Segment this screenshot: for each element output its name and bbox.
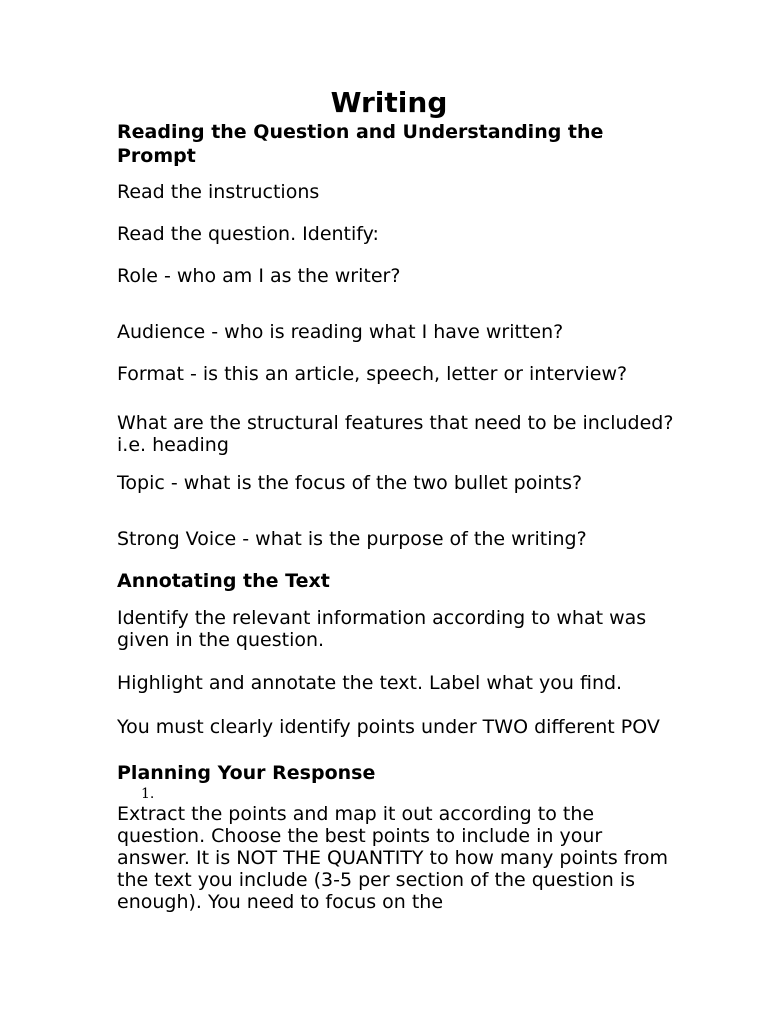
paragraph-role: Role - who am I as the writer? — [117, 265, 401, 287]
paragraph-highlight-annotate: Highlight and annotate the text. Label what you find. — [117, 672, 623, 694]
section-heading-planning: Planning Your Response — [117, 762, 376, 784]
paragraph-strong-voice: Strong Voice - what is the purpose of the writing? — [117, 528, 587, 550]
paragraph-extract-points: Extract the points and map it out according to the question. Choose the best points to include in your answer. It is NOT THE QUANTITY to how many points from the text you include (3-5 per section of the question is enough). You need to focus on the — [117, 803, 668, 913]
section-heading-annotating: Annotating the Text — [117, 570, 330, 592]
paragraph-read-instructions: Read the instructions — [117, 181, 320, 203]
paragraph-read-question: Read the question. Identify: — [117, 223, 379, 245]
paragraph-structural-features: What are the structural features that need to be included? i.e. heading — [117, 412, 674, 456]
paragraph-identify-relevant: Identify the relevant information according to what was given in the question. — [117, 607, 647, 651]
section-heading-reading-question: Reading the Question and Understanding the Prompt — [117, 121, 604, 167]
paragraph-audience: Audience - who is reading what I have written? — [117, 321, 564, 343]
paragraph-two-pov: You must clearly identify points under TWO different POV — [117, 716, 660, 738]
document-title: Writing — [330, 86, 448, 119]
paragraph-format: Format - is this an article, speech, letter or interview? — [117, 363, 628, 385]
list-number: 1. — [141, 786, 155, 802]
paragraph-topic: Topic - what is the focus of the two bullet points? — [117, 472, 583, 494]
